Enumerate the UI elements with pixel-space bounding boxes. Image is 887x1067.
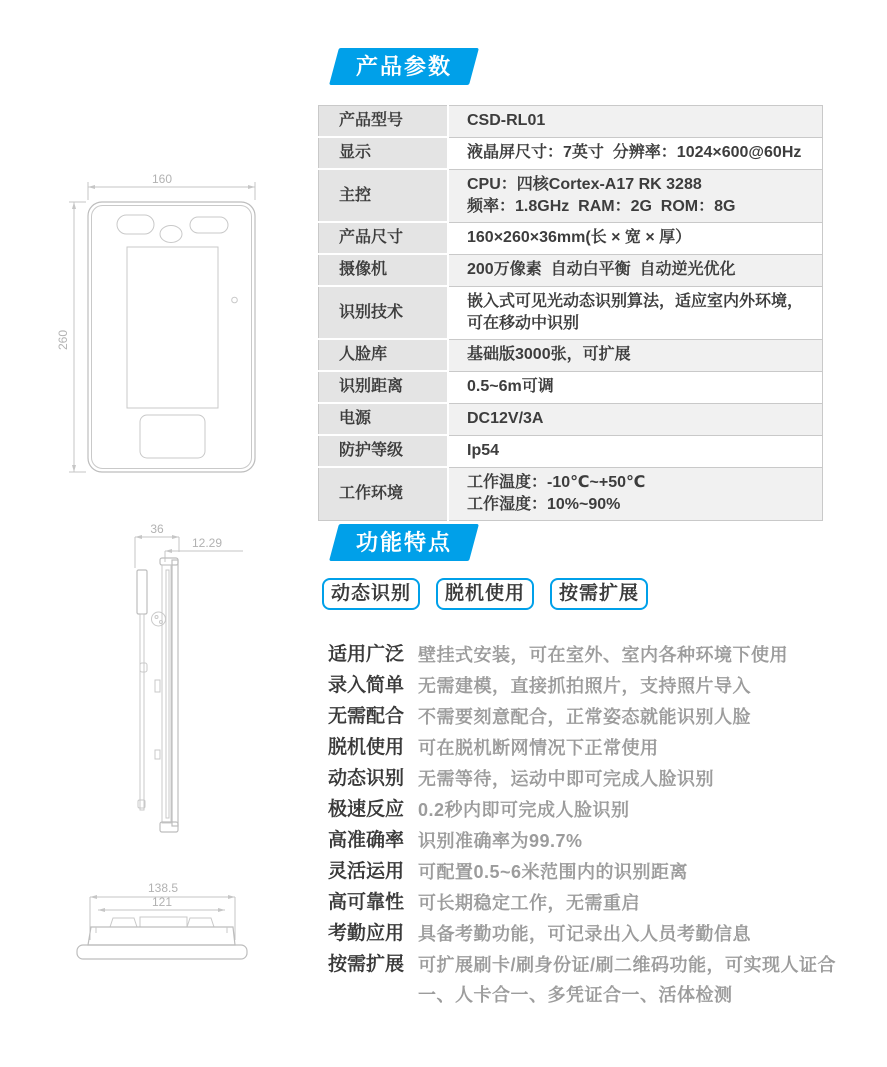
table-row <box>319 222 823 254</box>
spec-value: Ip54 <box>448 435 823 467</box>
section-badge-product-params <box>329 48 479 85</box>
feature-desc: 可在脱机断网情况下正常使用 <box>418 738 659 758</box>
feature-desc: 不需要刻意配合，正常姿态就能识别人脸 <box>418 707 752 727</box>
spec-value: 工作温度：-10℃~+50℃ 工作湿度：10%~90% <box>448 467 823 520</box>
feature-desc: 识别准确率为99.7% <box>418 831 583 851</box>
feature-list <box>328 640 850 1011</box>
list-item <box>328 919 850 949</box>
spec-value: 160×260×36mm(长 × 宽 × 厚） <box>448 222 823 254</box>
table-row <box>319 339 823 371</box>
spec-value: CPU：四核Cortex-A17 RK 3288 频率：1.8GHz RAM：2G ROM：8G <box>448 169 823 222</box>
feature-tag: 按需扩展 <box>550 578 648 610</box>
feature-label: 灵活运用 <box>328 861 405 882</box>
feature-desc: 壁挂式安装，可在室外、室内各种环境下使用 <box>418 645 789 665</box>
feature-desc: 可配置0.5~6米范围内的识别距离 <box>418 862 689 882</box>
feature-desc: 可长期稳定工作，无需重启 <box>418 893 641 913</box>
feature-desc: 具备考勤功能，可记录出入人员考勤信息 <box>418 924 752 944</box>
spec-label: 识别技术 <box>319 286 449 339</box>
feature-label: 录入简单 <box>328 675 405 696</box>
spec-value: 嵌入式可见光动态识别算法，适应室内外环境，可在移动中识别 <box>448 286 823 339</box>
table-row <box>319 106 823 138</box>
feature-label: 考勤应用 <box>328 923 405 944</box>
table-row <box>319 137 823 169</box>
spec-label: 主控 <box>319 169 449 222</box>
list-item <box>328 795 850 825</box>
spec-label: 人脸库 <box>319 339 449 371</box>
feature-label: 高可靠性 <box>328 892 405 913</box>
spec-label: 识别距离 <box>319 371 449 403</box>
feature-desc: 可扩展刷卡/刷身份证/刷二维码功能，可实现人证合一、人卡合一、多凭证合一、活体检测 <box>418 955 837 1005</box>
front-view-drawing <box>55 168 265 493</box>
spec-value: DC12V/3A <box>448 403 823 435</box>
list-item <box>328 640 850 670</box>
feature-label: 动态识别 <box>328 768 405 789</box>
list-item <box>328 857 850 887</box>
list-item <box>328 733 850 763</box>
spec-value: 0.5~6m可调 <box>448 371 823 403</box>
table-row <box>319 254 823 286</box>
spec-label: 显示 <box>319 137 449 169</box>
spec-label: 摄像机 <box>319 254 449 286</box>
feature-label: 无需配合 <box>328 706 405 727</box>
section-badge-features <box>329 524 479 561</box>
table-row <box>319 286 823 339</box>
spec-value: 200万像素 自动白平衡 自动逆光优化 <box>448 254 823 286</box>
feature-tag: 脱机使用 <box>436 578 534 610</box>
list-item <box>328 826 850 856</box>
feature-desc: 无需等待，运动中即可完成人脸识别 <box>418 769 715 789</box>
list-item <box>328 702 850 732</box>
feature-label: 脱机使用 <box>328 737 405 758</box>
feature-label: 适用广泛 <box>328 644 405 665</box>
bottom-view-drawing <box>50 878 290 993</box>
dim-front-height: 260 <box>56 329 70 351</box>
table-row <box>319 371 823 403</box>
feature-label: 极速反应 <box>328 799 405 820</box>
list-item <box>328 671 850 701</box>
feature-label: 按需扩展 <box>328 954 405 975</box>
dim-side-offset: 12.29 <box>191 536 223 550</box>
spec-value: CSD-RL01 <box>448 106 823 138</box>
spec-table <box>318 105 823 521</box>
spec-label: 产品型号 <box>319 106 449 138</box>
spec-label: 防护等级 <box>319 435 449 467</box>
side-view-drawing <box>95 520 245 840</box>
table-row <box>319 467 823 520</box>
spec-value: 液晶屏尺寸：7英寸 分辨率：1024×600@60Hz <box>448 137 823 169</box>
spec-label: 工作环境 <box>319 467 449 520</box>
list-item <box>328 764 850 794</box>
section-title-product-params: 产品参数 <box>356 54 453 79</box>
feature-tags <box>322 578 648 610</box>
spec-value: 基础版3000张，可扩展 <box>448 339 823 371</box>
dim-bottom-inner: 121 <box>151 895 173 909</box>
dim-front-width: 160 <box>151 172 173 186</box>
spec-label: 电源 <box>319 403 449 435</box>
feature-label: 高准确率 <box>328 830 405 851</box>
list-item <box>328 950 850 1010</box>
spec-label: 产品尺寸 <box>319 222 449 254</box>
section-title-features: 功能特点 <box>356 530 453 555</box>
list-item <box>328 888 850 918</box>
table-row <box>319 169 823 222</box>
feature-desc: 无需建模，直接抓拍照片，支持照片导入 <box>418 676 752 696</box>
feature-tag: 动态识别 <box>322 578 420 610</box>
table-row <box>319 403 823 435</box>
dim-bottom-outer: 138.5 <box>147 881 179 895</box>
table-row <box>319 435 823 467</box>
dim-side-depth: 36 <box>150 522 164 536</box>
feature-desc: 0.2秒内即可完成人脸识别 <box>418 800 630 820</box>
